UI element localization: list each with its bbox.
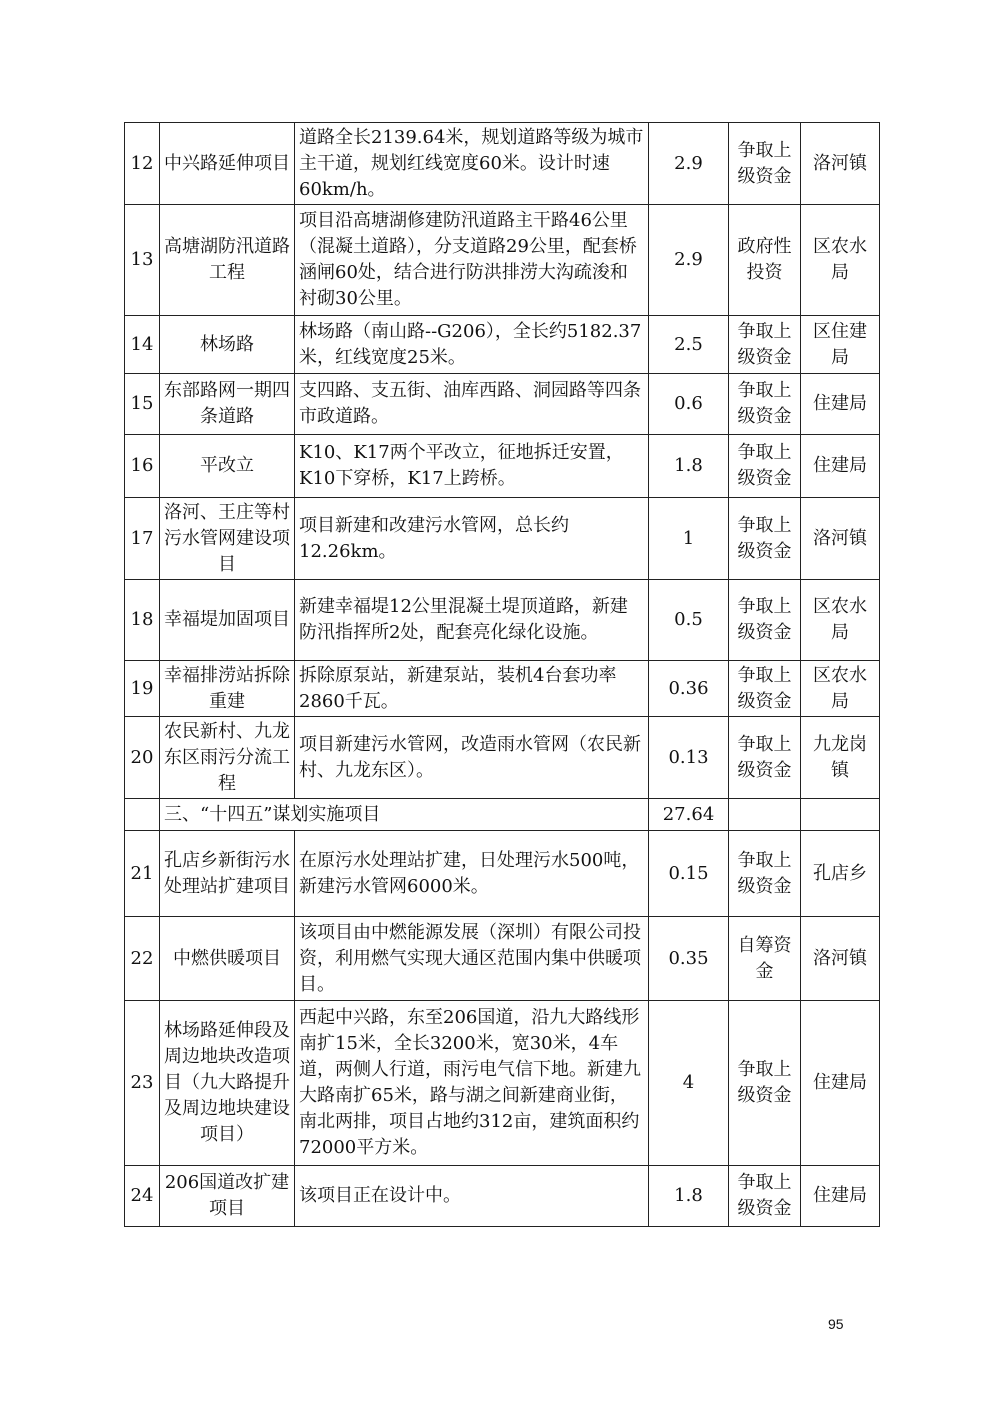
responsible-unit: 洛河镇 <box>801 123 880 205</box>
row-number: 12 <box>125 123 160 205</box>
project-description: K10、K17两个平改立，征地拆迁安置，K10下穿桥，K17上跨桥。 <box>295 435 649 498</box>
project-description: 该项目正在设计中。 <box>295 1166 649 1227</box>
row-number: 15 <box>125 374 160 435</box>
project-name: 幸福堤加固项目 <box>160 580 295 661</box>
responsible-unit: 住建局 <box>801 374 880 435</box>
project-description: 在原污水处理站扩建，日处理污水500吨，新建污水管网6000米。 <box>295 831 649 917</box>
funding-source: 争取上级资金 <box>729 374 801 435</box>
row-number: 20 <box>125 717 160 799</box>
investment-amount: 4 <box>649 1001 729 1166</box>
project-description: 项目沿高塘湖修建防汛道路主干路46公里（混凝土道路），分支道路29公里，配套桥涵闸60处，结合进行防洪排涝大沟疏浚和衬砌30公里。 <box>295 205 649 316</box>
funding-source: 争取上级资金 <box>729 316 801 374</box>
section-empty-unit <box>801 799 880 831</box>
project-name: 206国道改扩建项目 <box>160 1166 295 1227</box>
table-row <box>125 123 880 205</box>
row-number: 24 <box>125 1166 160 1227</box>
table-row <box>125 661 880 717</box>
responsible-unit: 区农水局 <box>801 580 880 661</box>
funding-source: 政府性投资 <box>729 205 801 316</box>
funding-source: 争取上级资金 <box>729 661 801 717</box>
row-number: 23 <box>125 1001 160 1166</box>
responsible-unit: 孔店乡 <box>801 831 880 917</box>
project-name: 平改立 <box>160 435 295 498</box>
project-description: 林场路（南山路--G206），全长约5182.37米，红线宽度25米。 <box>295 316 649 374</box>
table-row <box>125 374 880 435</box>
row-number: 14 <box>125 316 160 374</box>
project-description: 支四路、支五街、油库西路、洞园路等四条市政道路。 <box>295 374 649 435</box>
funding-source: 争取上级资金 <box>729 1001 801 1166</box>
table-row <box>125 1001 880 1166</box>
responsible-unit: 住建局 <box>801 435 880 498</box>
row-number: 13 <box>125 205 160 316</box>
project-name: 中兴路延伸项目 <box>160 123 295 205</box>
row-number: 22 <box>125 917 160 1001</box>
responsible-unit: 洛河镇 <box>801 917 880 1001</box>
investment-amount: 0.6 <box>649 374 729 435</box>
project-name: 林场路延伸段及周边地块改造项目（九大路提升及周边地块建设项目） <box>160 1001 295 1166</box>
table-row <box>125 316 880 374</box>
row-number: 18 <box>125 580 160 661</box>
investment-amount: 0.35 <box>649 917 729 1001</box>
table-row <box>125 831 880 917</box>
projects-table <box>124 122 880 1227</box>
funding-source: 争取上级资金 <box>729 1166 801 1227</box>
responsible-unit: 洛河镇 <box>801 498 880 580</box>
responsible-unit: 住建局 <box>801 1166 880 1227</box>
section-total: 27.64 <box>649 799 729 831</box>
investment-amount: 0.15 <box>649 831 729 917</box>
project-name: 东部路网一期四条道路 <box>160 374 295 435</box>
investment-amount: 0.5 <box>649 580 729 661</box>
project-description: 项目新建污水管网，改造雨水管网（农民新村、九龙东区）。 <box>295 717 649 799</box>
project-description: 该项目由中燃能源发展（深圳）有限公司投资，利用燃气实现大通区范围内集中供暖项目。 <box>295 917 649 1001</box>
investment-amount: 2.5 <box>649 316 729 374</box>
funding-source: 争取上级资金 <box>729 717 801 799</box>
section-empty-source <box>729 799 801 831</box>
responsible-unit: 九龙岗镇 <box>801 717 880 799</box>
project-description: 拆除原泵站，新建泵站，装机4台套功率2860千瓦。 <box>295 661 649 717</box>
section-num <box>125 799 160 831</box>
investment-amount: 0.36 <box>649 661 729 717</box>
table-row <box>125 435 880 498</box>
table-row <box>125 1166 880 1227</box>
row-number: 16 <box>125 435 160 498</box>
investment-amount: 1.8 <box>649 1166 729 1227</box>
funding-source: 争取上级资金 <box>729 580 801 661</box>
project-name: 农民新村、九龙东区雨污分流工程 <box>160 717 295 799</box>
row-number: 21 <box>125 831 160 917</box>
investment-amount: 2.9 <box>649 123 729 205</box>
investment-amount: 1.8 <box>649 435 729 498</box>
project-name: 高塘湖防汛道路工程 <box>160 205 295 316</box>
funding-source: 争取上级资金 <box>729 123 801 205</box>
investment-amount: 2.9 <box>649 205 729 316</box>
page-number: 95 <box>828 1316 844 1332</box>
responsible-unit: 区农水局 <box>801 661 880 717</box>
project-name: 洛河、王庄等村污水管网建设项目 <box>160 498 295 580</box>
funding-source: 争取上级资金 <box>729 831 801 917</box>
section-label: 三、“十四五”谋划实施项目 <box>160 799 649 831</box>
table-row <box>125 717 880 799</box>
responsible-unit: 区农水局 <box>801 205 880 316</box>
project-name: 孔店乡新街污水处理站扩建项目 <box>160 831 295 917</box>
project-description: 道路全长2139.64米，规划道路等级为城市主干道，规划红线宽度60米。设计时速60km/h。 <box>295 123 649 205</box>
funding-source: 争取上级资金 <box>729 435 801 498</box>
table-row <box>125 498 880 580</box>
table-row <box>125 917 880 1001</box>
project-description: 西起中兴路，东至206国道，沿九大路线形南扩15米，全长3200米，宽30米，4车道，两侧人行道，雨污电气信下地。新建九大路南扩65米，路与湖之间新建商业街，南北两排，项目占地约312亩，建筑面积约72000平方米。 <box>295 1001 649 1166</box>
funding-source: 争取上级资金 <box>729 498 801 580</box>
section-row <box>125 799 880 831</box>
investment-amount: 0.13 <box>649 717 729 799</box>
project-name: 中燃供暖项目 <box>160 917 295 1001</box>
project-name: 幸福排涝站拆除重建 <box>160 661 295 717</box>
table-row <box>125 205 880 316</box>
project-description: 项目新建和改建污水管网，总长约12.26km。 <box>295 498 649 580</box>
funding-source: 自筹资金 <box>729 917 801 1001</box>
row-number: 19 <box>125 661 160 717</box>
responsible-unit: 区住建局 <box>801 316 880 374</box>
investment-amount: 1 <box>649 498 729 580</box>
project-description: 新建幸福堤12公里混凝土堤顶道路，新建防汛指挥所2处，配套亮化绿化设施。 <box>295 580 649 661</box>
responsible-unit: 住建局 <box>801 1001 880 1166</box>
row-number: 17 <box>125 498 160 580</box>
table-row <box>125 580 880 661</box>
project-name: 林场路 <box>160 316 295 374</box>
